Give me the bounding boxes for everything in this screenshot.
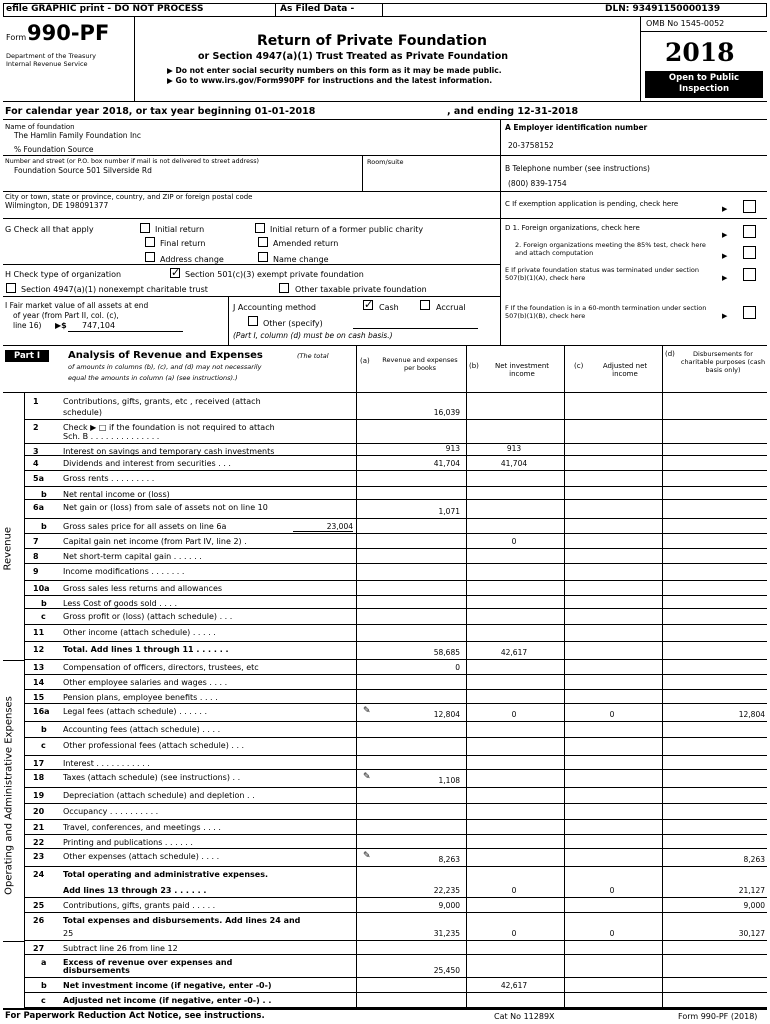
- table-row: [25, 394, 767, 420]
- line-number: 1: [33, 397, 39, 406]
- line-number: 6a: [33, 503, 44, 512]
- table-row: [25, 756, 767, 770]
- line-description: Net rental income or (loss): [63, 490, 170, 499]
- d1-foreign-checkbox[interactable]: [743, 225, 756, 238]
- line-number: 27: [33, 944, 45, 953]
- table-row: [25, 625, 767, 642]
- amount-col-a: 25,450: [433, 966, 460, 975]
- other-method-label: Other (specify): [263, 319, 323, 328]
- line-description-cont: schedule): [63, 408, 102, 417]
- c-exemption-checkbox[interactable]: [743, 200, 756, 213]
- col-a-tag: (a): [360, 357, 370, 365]
- j-label: J Accounting method: [233, 303, 317, 312]
- line-number: 10a: [33, 584, 50, 593]
- amount-col-a: 12,804: [433, 710, 460, 719]
- table-row: [25, 609, 767, 625]
- line-number: 25: [33, 901, 45, 910]
- line-description: Gross sales price for all assets on line 6a: [63, 522, 227, 531]
- table-row: [25, 820, 767, 835]
- form-prefix: Form: [6, 33, 27, 42]
- name-change-label: Name change: [273, 255, 329, 264]
- line-number: 7: [33, 537, 39, 546]
- part1-badge: Part I: [5, 350, 49, 362]
- amount-col-b: 0: [511, 710, 517, 719]
- amount-col-a: 9,000: [438, 901, 460, 910]
- e-terminated-checkbox[interactable]: [743, 268, 756, 281]
- line-number: 23: [33, 852, 45, 861]
- instructions-notice: ▶ Go to www.irs.gov/Form990PF for instructions and the latest information.: [167, 76, 493, 85]
- amount-col-c: 0: [609, 886, 615, 895]
- table-row: [25, 690, 767, 704]
- amount-col-a: 31,235: [433, 929, 460, 938]
- dln: DLN: 93491150000139: [605, 4, 721, 14]
- initial-former-checkbox[interactable]: [255, 223, 265, 233]
- form-number: 990-PF: [27, 21, 110, 45]
- i-label-1: I Fair market value of all assets at end: [5, 301, 149, 310]
- table-row: [25, 549, 767, 564]
- attachment-icon[interactable]: ✎: [363, 772, 371, 782]
- form-title: Return of Private Foundation: [257, 33, 487, 49]
- line-number: 22: [33, 838, 45, 847]
- care-of: % Foundation Source: [14, 145, 94, 154]
- amount-col-a: 8,263: [438, 855, 460, 864]
- amount-col-a: 0: [455, 663, 460, 672]
- line-number: b: [41, 490, 47, 499]
- i-label-2: of year (from Part II, col. (c),: [13, 311, 119, 320]
- amount-col-b: 0: [511, 886, 517, 895]
- col-c-tag: (c): [574, 362, 584, 370]
- col-a-header: Revenue and expenses per books: [382, 356, 458, 372]
- amount-col-a: 1,108: [438, 776, 460, 785]
- amount-col-a: 41,704: [433, 459, 460, 468]
- table-row: [25, 898, 767, 913]
- other-taxable-checkbox[interactable]: [279, 283, 289, 293]
- line-description: Total operating and administrative expenses.: [63, 870, 268, 879]
- line-description: Gross profit or (loss) (attach schedule) . . .: [63, 612, 233, 621]
- amount-col-a: 913: [445, 444, 460, 453]
- line-description: Net investment income (if negative, enter -0-): [63, 981, 272, 990]
- address-change-checkbox[interactable]: [145, 252, 155, 262]
- line-description: Capital gain net income (from Part IV, line 2) .: [63, 537, 247, 546]
- line-number: 26: [33, 916, 45, 925]
- line-description: Net gain or (loss) from sale of assets not on line 10: [63, 503, 268, 512]
- table-row: [25, 581, 767, 596]
- city-label: City or town, state or province, country, and ZIP or foreign postal code: [5, 193, 253, 201]
- line-number: 17: [33, 759, 45, 768]
- line-description-cont: disbursements: [63, 966, 130, 975]
- final-return-checkbox[interactable]: [145, 237, 155, 247]
- line-description: Gross sales less returns and allowances: [63, 584, 223, 593]
- calendar-ending: , and ending 12-31-2018: [447, 106, 579, 117]
- line-number: b: [41, 725, 47, 734]
- other-taxable-label: Other taxable private foundation: [295, 285, 427, 294]
- amount-col-c: 0: [609, 929, 615, 938]
- line-description: Subtract line 26 from line 12: [63, 944, 178, 953]
- col-b-header: Net investment income: [494, 362, 550, 378]
- table-row: [25, 867, 767, 898]
- street-label: Number and street (or P.O. box number if mail is not delivered to street address): [5, 158, 259, 165]
- line-number: 16a: [33, 707, 50, 716]
- line-description: Accounting fees (attach schedule) . . . .: [63, 725, 221, 734]
- city: Wilmington, DE 198091377: [5, 201, 109, 210]
- line-number: 21: [33, 823, 45, 832]
- amended-return-checkbox[interactable]: [258, 237, 268, 247]
- line-number: b: [41, 981, 47, 990]
- line-description: Taxes (attach schedule) (see instructions) . .: [63, 773, 241, 782]
- 501c3-checkbox[interactable]: [170, 268, 180, 278]
- calendar-year: For calendar year 2018, or tax year beginning 01-01-2018: [5, 106, 316, 117]
- amount-col-b: 41,704: [500, 459, 528, 468]
- phone-label: B Telephone number (see instructions): [505, 164, 650, 173]
- table-row: [25, 804, 767, 820]
- line-description: Less Cost of goods sold . . . .: [63, 599, 178, 608]
- i-arrow: ▶$: [55, 321, 67, 330]
- line-description: Gross rents . . . . . . . . .: [63, 474, 155, 483]
- accrual-checkbox[interactable]: [420, 300, 430, 310]
- table-row: [25, 770, 767, 788]
- line-number: b: [41, 522, 47, 531]
- col-b-tag: (b): [469, 362, 479, 370]
- amount-col-a: 16,039: [433, 408, 460, 417]
- line-description: Dividends and interest from securities . . .: [63, 459, 231, 468]
- line-description-cont: Sch. B . . . . . . . . . . . . . .: [63, 432, 160, 441]
- foundation-name-label: Name of foundation: [5, 123, 75, 131]
- f-termination-label: F If the foundation is in a 60-month termination under section 507(b)(1)(B), check here: [505, 304, 707, 320]
- form-footer: Form 990-PF (2018): [678, 1012, 758, 1021]
- col-d-header: Disbursements for charitable purposes (cash basis only): [680, 350, 766, 374]
- amount-col-a: 22,235: [433, 886, 460, 895]
- line-description: Other income (attach schedule) . . . . .: [63, 628, 216, 637]
- line-description: Other employee salaries and wages . . . .: [63, 678, 228, 687]
- fair-market-value: 747,104: [82, 321, 116, 330]
- line-description: Net short-term capital gain . . . . . .: [63, 552, 202, 561]
- tax-year: 2018: [665, 38, 735, 67]
- line-number: 13: [33, 663, 45, 672]
- phone: (800) 839-1754: [508, 179, 567, 188]
- f-termination-checkbox[interactable]: [743, 306, 756, 319]
- ssn-notice: ▶ Do not enter social security numbers on this form as it may be made public.: [167, 66, 502, 75]
- line-number: c: [41, 996, 46, 1005]
- line-description: Adjusted net income (if negative, enter -0-) . .: [63, 996, 272, 1005]
- table-row: [25, 704, 767, 722]
- c-exemption-label: C If exemption application is pending, check here: [505, 200, 679, 208]
- table-row: [25, 564, 767, 581]
- ein: 20-3758152: [508, 141, 554, 150]
- cash-label: Cash: [379, 303, 399, 312]
- line-number: 20: [33, 807, 45, 816]
- line-description: Check ▶ □ if the foundation is not required to attach: [63, 423, 275, 432]
- line-number: 5a: [33, 474, 44, 483]
- amount-col-b: 42,617: [500, 648, 528, 657]
- inline-amount: 23,004: [293, 522, 353, 532]
- e-terminated-label: E If private foundation status was terminated under section 507(b)(1)(A), check here: [505, 266, 700, 282]
- efile-banner: efile GRAPHIC print - DO NOT PROCESS: [6, 4, 204, 14]
- part1-title-note: (The total: [297, 352, 329, 360]
- col-d-tag: (d): [665, 350, 675, 358]
- line-description: Income modifications . . . . . . .: [63, 567, 185, 576]
- table-row: [25, 534, 767, 549]
- table-row: [25, 456, 767, 471]
- line-number: 24: [33, 870, 45, 879]
- amount-col-d: 9,000: [743, 901, 765, 910]
- paperwork-notice: For Paperwork Reduction Act Notice, see instructions.: [5, 1011, 265, 1021]
- d2-foreign-checkbox[interactable]: [743, 246, 756, 259]
- line-description: Depreciation (attach schedule) and depletion . .: [63, 791, 255, 800]
- form-subtitle: or Section 4947(a)(1) Trust Treated as Private Foundation: [198, 51, 509, 62]
- table-row: [25, 722, 767, 738]
- table-row: [25, 660, 767, 675]
- table-row: [25, 955, 767, 978]
- line-description: Interest on savings and temporary cash investments: [63, 447, 275, 456]
- cash-checkbox[interactable]: [363, 300, 373, 310]
- line-description: Excess of revenue over expenses and: [63, 958, 233, 967]
- line-number: 8: [33, 552, 39, 561]
- initial-return-label: Initial return: [155, 225, 205, 234]
- amount-col-b: 0: [511, 929, 517, 938]
- line-description-cont: 25: [63, 929, 74, 938]
- table-row: [25, 420, 767, 444]
- line-description: Other professional fees (attach schedule) . . .: [63, 741, 245, 750]
- table-row: [25, 519, 767, 534]
- table-row: [25, 675, 767, 690]
- line-number: 15: [33, 693, 45, 702]
- ein-label: A Employer identification number: [505, 123, 648, 132]
- address-change-label: Address change: [160, 255, 224, 264]
- table-row: [25, 913, 767, 941]
- table-row: [25, 993, 767, 1008]
- line-number: 3: [33, 447, 39, 456]
- other-method-checkbox[interactable]: [248, 316, 258, 326]
- amount-col-d: 21,127: [738, 886, 765, 895]
- side-label-expenses: Operating and Administrative Expenses: [3, 696, 15, 895]
- line-number: 18: [33, 773, 45, 782]
- col-c-header: Adjusted net income: [602, 362, 648, 378]
- 4947-label: Section 4947(a)(1) nonexempt charitable trust: [21, 285, 208, 294]
- table-row: [25, 471, 767, 487]
- line-description: Total expenses and disbursements. Add lines 24 and: [63, 916, 301, 925]
- table-row: [25, 941, 767, 955]
- line-description: Pension plans, employee benefits . . . .: [63, 693, 218, 702]
- name-change-checkbox[interactable]: [258, 252, 268, 262]
- foundation-name: The Hamlin Family Foundation Inc: [14, 131, 142, 140]
- line-description: Travel, conferences, and meetings . . . .: [63, 823, 221, 832]
- line-description: Printing and publications . . . . . .: [63, 838, 193, 847]
- line-number: 9: [33, 567, 39, 576]
- amount-col-d: 30,127: [738, 929, 765, 938]
- amount-col-c: 0: [609, 710, 615, 719]
- line-description: Compensation of officers, directors, trustees, etc: [63, 663, 259, 672]
- g-label: G Check all that apply: [5, 225, 94, 234]
- line-number: 12: [33, 645, 45, 654]
- line-description: Contributions, gifts, grants, etc , received (attach: [63, 397, 261, 406]
- attachment-icon[interactable]: ✎: [363, 706, 371, 716]
- amount-col-b: 0: [511, 537, 517, 546]
- table-row: [25, 788, 767, 804]
- amount-col-b: 42,617: [500, 981, 528, 990]
- attachment-icon[interactable]: ✎: [363, 851, 371, 861]
- table-row: [25, 444, 767, 456]
- part1-desc-2: equal the amounts in column (a) (see instructions).): [68, 374, 238, 382]
- initial-return-checkbox[interactable]: [140, 223, 150, 233]
- amount-col-b: 913: [506, 444, 522, 453]
- part1-title: Analysis of Revenue and Expenses: [68, 350, 263, 361]
- amount-col-d: 12,804: [738, 710, 765, 719]
- part1-desc-1: of amounts in columns (b), (c), and (d) may not necessarily: [68, 363, 262, 371]
- line-description: Legal fees (attach schedule) . . . . . .: [63, 707, 208, 716]
- line-number: 4: [33, 459, 39, 468]
- accrual-label: Accrual: [436, 303, 466, 312]
- amended-return-label: Amended return: [273, 239, 339, 248]
- line-number: c: [41, 612, 46, 621]
- line-number: 19: [33, 791, 45, 800]
- cat-number: Cat No 11289X: [494, 1012, 555, 1021]
- table-row: [25, 978, 767, 993]
- d2-foreign-label: 2. Foreign organizations meeting the 85% test, check here and attach computation: [515, 241, 706, 257]
- 501c3-label: Section 501(c)(3) exempt private foundation: [185, 270, 364, 279]
- table-row: [25, 835, 767, 849]
- amount-col-a: 58,685: [433, 648, 460, 657]
- h-label: H Check type of organization: [5, 270, 122, 279]
- final-return-label: Final return: [160, 239, 206, 248]
- line-number: a: [41, 958, 47, 967]
- i-label-3: line 16): [13, 321, 42, 330]
- amount-col-d: 8,263: [743, 855, 765, 864]
- room-label: Room/suite: [367, 158, 404, 166]
- line-description: Other expenses (attach schedule) . . . .: [63, 852, 220, 861]
- cash-basis-note: (Part I, column (d) must be on cash basis.): [233, 331, 393, 340]
- table-row: [25, 849, 767, 867]
- table-row: [25, 500, 767, 519]
- line-number: 14: [33, 678, 45, 687]
- line-number: 11: [33, 628, 45, 637]
- omb-number: OMB No 1545-0052: [646, 19, 725, 28]
- line-description: Interest . . . . . . . . . . .: [63, 759, 150, 768]
- department: Department of the Treasury Internal Revenue Service: [6, 52, 97, 68]
- side-label-revenue: Revenue: [2, 526, 14, 571]
- table-row: [25, 487, 767, 500]
- line-description: Contributions, gifts, grants paid . . . . .: [63, 901, 216, 910]
- street-address: Foundation Source 501 Silverside Rd: [14, 166, 152, 175]
- line-description: Occupancy . . . . . . . . . .: [63, 807, 159, 816]
- table-row: [25, 642, 767, 660]
- table-row: [25, 738, 767, 756]
- table-row: [25, 596, 767, 609]
- line-number: 2: [33, 423, 39, 432]
- initial-former-label: Initial return of a former public charity: [270, 225, 424, 234]
- 4947-checkbox[interactable]: [6, 283, 16, 293]
- as-filed-label: As Filed Data -: [280, 4, 355, 14]
- line-number: c: [41, 741, 46, 750]
- amount-col-a: 1,071: [438, 507, 460, 516]
- open-to-public: Open to Public Inspection: [645, 71, 763, 98]
- d1-foreign-label: D 1. Foreign organizations, check here: [505, 224, 640, 232]
- line-description: Total. Add lines 1 through 11 . . . . . .: [63, 645, 229, 654]
- line-number: b: [41, 599, 47, 608]
- line-description-cont: Add lines 13 through 23 . . . . . .: [63, 886, 207, 895]
